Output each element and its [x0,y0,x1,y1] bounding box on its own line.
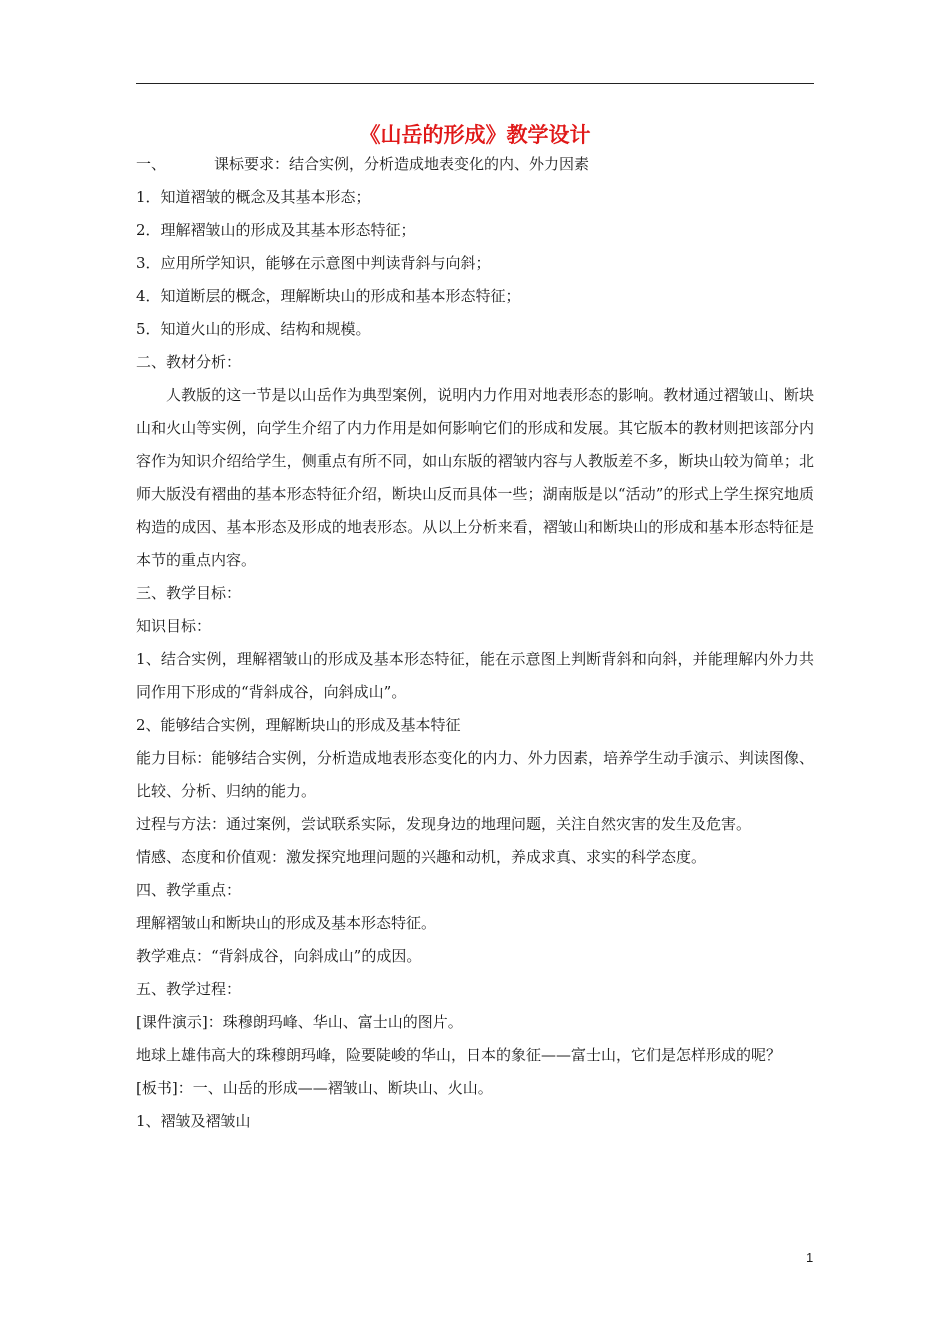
section1-heading-text: 课标要求：结合实例，分析造成地表变化的内、外力因素 [214,155,590,173]
section1-number: 一、 [136,155,167,173]
key-point: 理解褶皱山和断块山的形成及基本形态特征。 [136,914,437,932]
section1-item-5: 5．知道火山的形成、结构和规模。 [136,320,371,338]
section5-heading: 五、教学过程： [136,980,242,998]
ability-goal: 能力目标：能够结合实例，分析造成地表形态变化的内力、外力因素，培养学生动手演示、判读图像、比较、分析、归纳的能力。 [136,749,814,800]
document-body [136,148,814,1138]
knowledge-goal-2: 2、能够结合实例，理解断块山的形成及基本特征 [136,716,461,734]
section2-heading: 二、教材分析： [136,353,242,371]
difficulty-point: 教学难点：“背斜成谷，向斜成山”的成因。 [136,947,422,965]
process-method-goal: 过程与方法：通过案例，尝试联系实际，发现身边的地理问题，关注自然灾害的发生及危害。 [136,815,752,833]
section1-item-4: 4．知道断层的概念，理解断块山的形成和基本形态特征； [136,287,521,305]
section1-item-1: 1．知道褶皱的概念及其基本形态； [136,188,371,206]
page-number: 1 [806,1250,814,1265]
document-title: 《山岳的形成》教学设计 [359,123,591,147]
knowledge-goal-1: 1、结合实例，理解褶皱山的形成及基本形态特征，能在示意图上判断背斜和向斜，并能理解内外力共同作用下形成的“背斜成谷，向斜成山”。 [136,650,814,701]
blackboard-note: [板书]：一、山岳的形成——褶皱山、断块山、火山。 [136,1079,493,1097]
section1-heading [136,148,814,181]
intro-question: 地球上雄伟高大的珠穆朗玛峰，险要陡峻的华山，日本的象征——富士山，它们是怎样形成的呢？ [136,1046,782,1064]
fold-subheading: 1、褶皱及褶皱山 [136,1112,251,1130]
header-rule [136,83,814,84]
knowledge-goal-label: 知识目标： [136,617,212,635]
section3-heading: 三、教学目标： [136,584,242,602]
section4-heading: 四、教学重点： [136,881,242,899]
section1-item-2: 2．理解褶皱山的形成及其基本形态特征； [136,221,416,239]
section1-item-3: 3．应用所学知识，能够在示意图中判读背斜与向斜； [136,254,491,272]
courseware-demo: [课件演示]：珠穆朗玛峰、华山、富士山的图片。 [136,1013,463,1031]
emotion-value-goal: 情感、态度和价值观：激发探究地理问题的兴趣和动机，养成求真、求实的科学态度。 [136,848,707,866]
section2-paragraph: 人教版的这一节是以山岳作为典型案例，说明内力作用对地表形态的影响。教材通过褶皱山、断块山和火山等实例，向学生介绍了内力作用是如何影响它们的形成和发展。其它版本的教材则把该部分内容作为知识介绍给学生，侧重点有所不同，如山东版的褶皱内容与人教版差不多，断块山较为简单；北师大版没有褶曲的基本形态特征介绍，断块山反而具体一些；湖南版是以“活动”的形式上学生探究地质构造的成因、基本形态及形成的地表形态。从以上分析来看，褶皱山和断块山的形成和基本形态特征是本节的重点内容。 [136,386,814,569]
